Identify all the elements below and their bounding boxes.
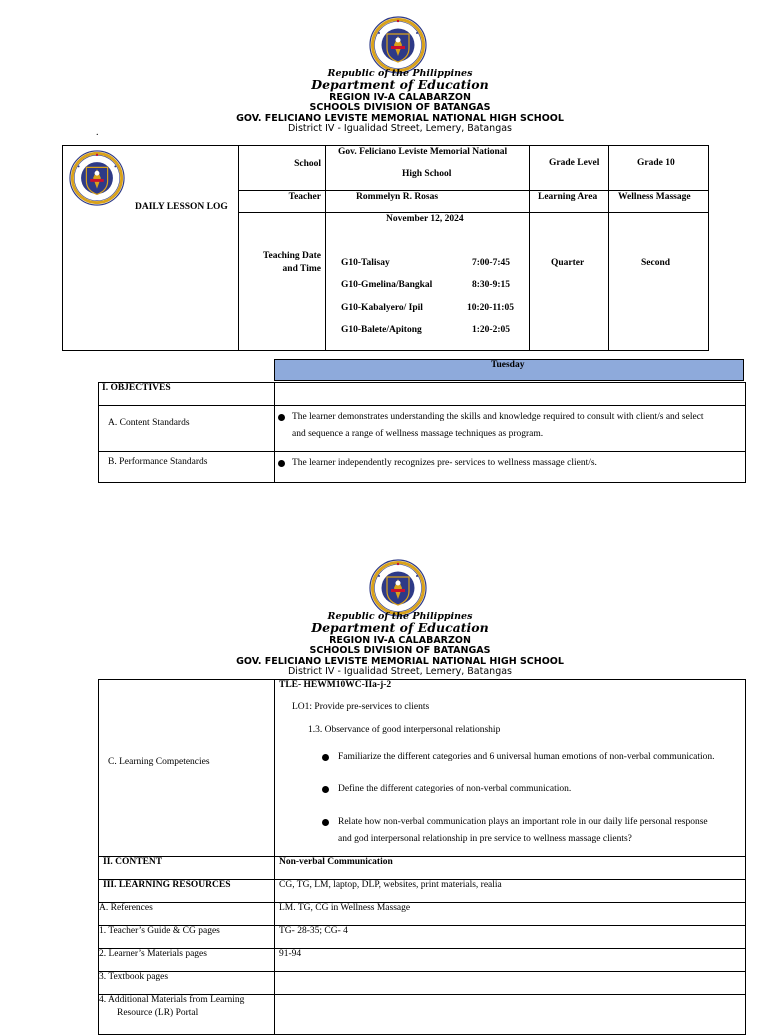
content-standards-line2: and sequence a range of wellness massage techniques as program. [292, 429, 544, 439]
school-value-cell [326, 146, 530, 191]
header-republic: Republic of the Philippines [327, 68, 473, 79]
performance-standards-cell [275, 452, 746, 483]
section-name: G10-Balete/Apitong [341, 325, 422, 335]
learners-materials-label: 2. Learner’s Materials pages [99, 949, 207, 959]
objectives-label: I. OBJECTIVES [102, 383, 171, 393]
section-name: G10-Gmelina/Bangkal [341, 280, 433, 290]
additional-materials-label-line2: Resource (LR) Portal [117, 1008, 199, 1018]
header-school: GOV. FELICIANO LEVISTE MEMORIAL NATIONAL HIGH SCHOOL [236, 656, 564, 667]
header-department: Department of Education [311, 77, 489, 92]
school-value-line1: Gov. Feliciano Leviste Memorial National [338, 147, 508, 157]
header-school: GOV. FELICIANO LEVISTE MEMORIAL NATIONAL HIGH SCHOOL [236, 113, 564, 124]
competency-bullet-3-line1: Relate how non-verbal communication plays an important role in our daily life personal response [338, 817, 708, 827]
lo1-text: LO1: Provide pre-services to clients [292, 702, 430, 712]
bullet-icon [322, 786, 329, 793]
references-label: A. References [99, 903, 153, 913]
performance-standards-label: B. Performance Standards [108, 457, 208, 467]
section-time: 7:00-7:45 [472, 258, 510, 268]
teachers-guide-value: TG- 28-35; CG- 4 [279, 926, 348, 936]
section-time: 1:20-2:05 [472, 325, 510, 335]
log-title-cell [63, 146, 239, 351]
bullet-icon [322, 819, 329, 826]
competency-code: TLE- HEWM10WC-IIa-j-2 [279, 680, 392, 690]
additional-materials-label-line1: 4. Additional Materials from Learning [99, 995, 245, 1005]
competency-bullet-1: Familiarize the different categories and 6 universal human emotions of non-verbal communication. [338, 752, 715, 762]
teachers-guide-label: 1. Teacher’s Guide & CG pages [99, 926, 220, 936]
section-name: G10-Talisay [341, 258, 390, 268]
school-label: School [294, 159, 321, 169]
teaching-date-label-line2: and Time [282, 264, 321, 274]
school-value-line2: High School [402, 169, 452, 179]
teaching-date-label-cell [239, 213, 326, 351]
lesson-log-info-table [62, 145, 709, 351]
lesson-table [98, 679, 746, 1035]
bullet-icon [278, 414, 285, 421]
learning-resources-label: III. LEARNING RESOURCES [103, 880, 231, 890]
deped-seal-icon [369, 16, 427, 74]
learners-materials-value: 91-94 [279, 949, 302, 959]
learning-competencies-cell [275, 680, 746, 857]
teacher-value: Rommelyn R. Rosas [356, 192, 439, 202]
header-region: REGION IV-A CALABARZON [329, 635, 471, 646]
teaching-date-label-line1: Teaching Date [263, 251, 321, 261]
competency-bullet-2: Define the different categories of non-verbal communication. [338, 784, 572, 794]
header-division: SCHOOLS DIVISION OF BATANGAS [309, 645, 491, 656]
teacher-label: Teacher [288, 192, 321, 202]
grade-level-label: Grade Level [549, 158, 600, 168]
content-standards-line1: The learner demonstrates understanding the skills and knowledge required to consult with client/s and select [292, 412, 704, 422]
content-value: Non-verbal Communication [279, 857, 393, 867]
additional-materials-cell [99, 995, 275, 1035]
learning-resources-value: CG, TG, LM, laptop, DLP, websites, print materials, realia [279, 880, 502, 890]
objectives-table [98, 382, 746, 483]
quarter-value: Second [641, 258, 671, 268]
stray-mark: . [96, 127, 99, 138]
quarter-label: Quarter [551, 258, 585, 268]
section-name: G10-Kabalyero/ Ipil [341, 303, 423, 313]
header-region: REGION IV-A CALABARZON [329, 92, 471, 103]
day-header-cell [274, 359, 744, 381]
section-time: 8:30-9:15 [472, 280, 510, 290]
bullet-icon [278, 460, 285, 467]
performance-standards-text: The learner independently recognizes pre- services to wellness massage client/s. [292, 458, 597, 468]
learning-competencies-label: C. Learning Competencies [108, 757, 210, 767]
header-division: SCHOOLS DIVISION OF BATANGAS [309, 102, 491, 113]
grade-level-value: Grade 10 [637, 158, 675, 168]
learning-area-value: Wellness Massage [618, 192, 691, 202]
sub-competency: 1.3. Observance of good interpersonal relationship [308, 725, 501, 735]
competency-bullet-3-line2: and god interpersonal relationship in pre service to wellness massage clients? [338, 834, 632, 844]
references-value: LM. TG, CG in Wellness Massage [279, 903, 411, 913]
teaching-date: November 12, 2024 [386, 214, 464, 224]
day-label: Tuesday [491, 360, 525, 370]
content-standards-cell [275, 406, 746, 452]
content-standards-label: A. Content Standards [108, 418, 190, 428]
header-republic: Republic of the Philippines [327, 611, 473, 622]
section-time: 10:20-11:05 [467, 303, 514, 313]
teaching-date-cell [326, 213, 530, 351]
header-address: District IV - Igualidad Street, Lemery, Batangas [287, 666, 512, 677]
deped-seal-icon [369, 559, 427, 617]
deped-seal-icon [69, 150, 125, 206]
learning-area-label: Learning Area [538, 192, 598, 202]
daily-lesson-log-title: DAILY LESSON LOG [135, 202, 228, 212]
bullet-icon [322, 754, 329, 761]
content-label: II. CONTENT [103, 857, 163, 867]
textbook-pages-label: 3. Textbook pages [99, 972, 169, 982]
header-address: District IV - Igualidad Street, Lemery, Batangas [287, 123, 512, 134]
header-department: Department of Education [311, 620, 489, 635]
